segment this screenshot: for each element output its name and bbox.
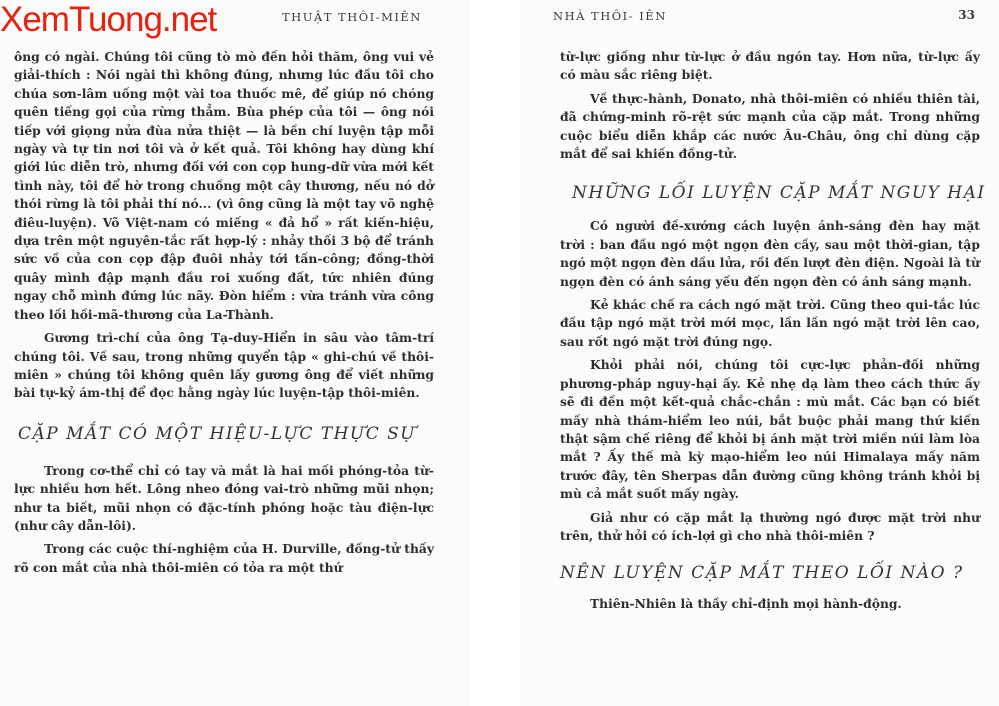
section-heading: NÊN LUYỆN CẶP MẮT THEO LỐI NÀO ? [560, 563, 964, 584]
paragraph: Khỏi phải nói, chúng tôi cực-lực phản-đối những phương-pháp nguy-hại ấy. Kẻ nhẹ dạ làm theo cách thức ấy sẽ đi đến một kết-quả chắc-chắn : mù mắt. Các bạn có biết mấy nhà thám-hiểm leo núi, bắt buộc phải mang thứ kiến thật sậm chế riêng để khỏi bị ánh mặt trời miền núi làm lòa mắt ? Ấy thế mà kỳ mạo-hiểm leo núi Himalaya mấy năm trước đây, tên Sherpas dẫn đường cũng không tránh khỏi bị mù cả mắt suốt mấy ngày. [560, 357, 980, 502]
page-gutter [470, 0, 520, 706]
paragraph: Thiên-Nhiên là thầy chỉ-định mọi hành-động. [590, 596, 902, 612]
paragraph: Kẻ khác chế ra cách ngó mặt trời. Cũng theo qui-tắc lúc đầu tập ngó mặt trời mới mọc, lần lần ngó mặt trời lên cao, sau rốt ngó mặt trời đúng ngọ. [560, 297, 980, 349]
section-heading: NHỮNG LỐI LUYỆN CẶP MẮT NGUY HẠI [572, 183, 986, 204]
section-heading: CẶP MẮT CÓ MỘT HIỆU-LỰC THỰC SỰ [18, 423, 417, 444]
right-page-body [560, 48, 986, 614]
page-number: 33 [958, 8, 975, 22]
right-page [520, 0, 999, 706]
left-page [0, 0, 470, 706]
paragraph: Gương trì-chí của ông Tạ-duy-Hiển in sâu vào tâm-trí chúng tôi. Về sau, trong những quyển tập « ghi-chú về thôi-miên » chúng tôi không quên lấy gương ông để viết những bài tự-kỷ ám-thị để đọc hằng ngày lúc luyện-tập thôi-miên. [14, 330, 434, 401]
paragraph: từ-lực giống như từ-lực ở đầu ngón tay. Hơn nữa, từ-lực ấy có màu sắc riêng biệt. [560, 49, 980, 83]
left-page-body [14, 48, 434, 577]
paragraph: Về thực-hành, Donato, nhà thôi-miên có nhiều thiên tài, đã chứng-minh rõ-rệt sức mạnh của cặp mắt. Trong những cuộc biểu diễn khắp các nước Âu-Châu, ông chỉ dùng cặp mắt để sai khiến đồng-tử. [560, 90, 980, 162]
paragraph: Giả như có cặp mắt lạ thường ngó được mặt trời như trên, thử hỏi có ích-lợi gì cho nhà thôi-miên ? [560, 509, 980, 543]
paragraph: Trong các cuộc thí-nghiệm của H. Durville, đồng-tử thấy rõ con mắt của nhà thôi-miên có tỏa ra một thứ [14, 541, 434, 575]
running-head-right: NHÀ THÔI- IÊN [553, 9, 667, 23]
running-head-left: THUẬT THÔI-MIÊN [282, 10, 422, 24]
paragraph: Trong cơ-thể chỉ có tay và mắt là hai mối phóng-tỏa từ-lực nhiều hơn hết. Lông nheo đóng vai-trò những mũi nhọn; như ta biết, mũi nhọn có đặc-tính phóng hoặc tàu điện-lực (như cây dẫn-lôi). [14, 462, 434, 533]
paragraph: Có người đề-xướng cách luyện ánh-sáng đèn hay mặt trời : ban đầu ngó một ngọn đèn cầy, sau một thời-gian, tập ngó một ngọn đèn dầu lửa, rồi đến lượt đèn điện. Ngoài là từ ngọn đèn có ánh sáng yếu đến ngọn đèn có ánh sáng mạnh. [560, 218, 980, 289]
site-watermark: XemTuong.net [0, 0, 217, 39]
paragraph: ông có ngài. Chúng tôi cũng tò mò đến hỏi thăm, ông vui vẻ giải-thích : Nói ngài thì không đúng, nhưng lúc đầu tôi cho chúa sơn-lâm uống một vài toa thuốc mê, để giúp nó chóng quên tiếng gọi của rừng thẳm. Bùa phép của tôi — ông nói tiếp với giọng nửa đùa nửa thiệt — là bền chí luyện tập mỗi ngày và tự tin nơi tôi và ở kết quả. Tôi không hay dùng khí giới lúc diễn trò, nhưng đối với con cọp hung-dữ vừa mới kết tình này, tôi để hờ trong chuồng một cây thương, nếu nó dở thói rừng là tôi phải thí nó... (vì ông cũng là một tay võ nghệ điêu-luyện). Võ Việt-nam có miếng « đả hổ » rất kiến-hiệu, dựa trên một nguyên-tắc rất hợp-lý : nhảy thối 3 bộ để tránh sức vồ của con cọp đập đuôi nhảy tới tấn-công; đồng-thời quây mình đập mạnh đầu roi xuống đất, tức nhiên đúng ngay chỗ mình đứng lúc nãy. Đòn hiểm : vừa tránh vừa công theo lối hồi-mã-thương của La-Thành. [14, 49, 434, 322]
